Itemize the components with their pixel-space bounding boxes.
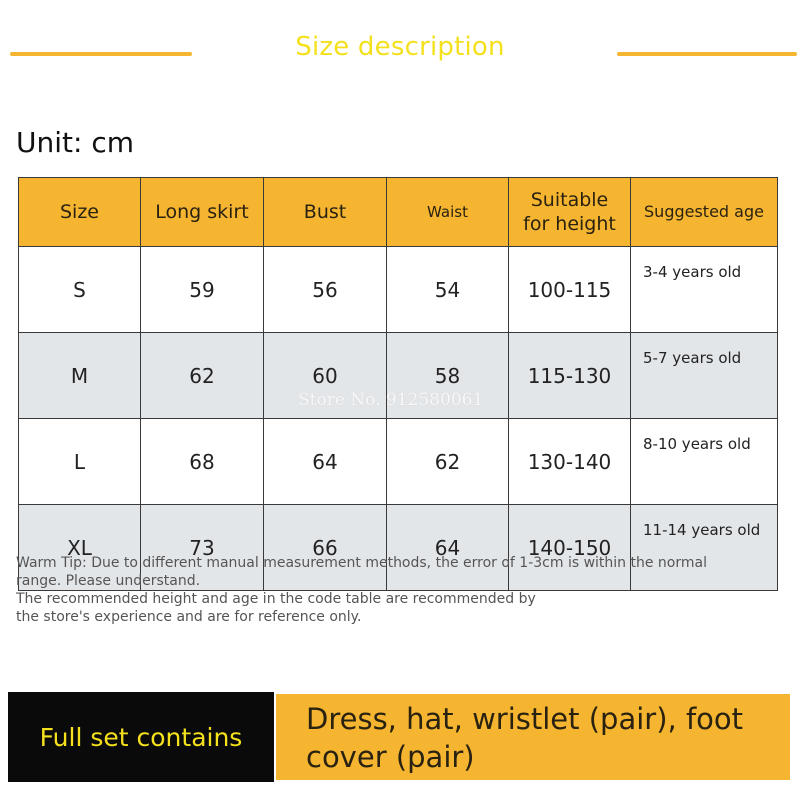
store-watermark: Store No. 912580061 (298, 390, 484, 410)
table-row (19, 247, 778, 333)
cell-size: XL (19, 505, 141, 591)
cell-bust: 66 (264, 505, 387, 591)
cell-bust: 64 (264, 419, 387, 505)
cell-size: S (19, 247, 141, 333)
cell-height: 115-130 (509, 333, 631, 419)
full-set-label: Full set contains (39, 722, 243, 752)
cell-size: M (19, 333, 141, 419)
full-set-label-box (8, 692, 274, 782)
size-table (18, 177, 778, 591)
column-header-waist: Waist (387, 178, 509, 247)
header-rule-right (617, 52, 797, 56)
cell-age: 3-4 years old (631, 247, 778, 333)
cell-bust: 56 (264, 247, 387, 333)
warm-tip-line-2: The recommended height and age in the code table are recommended by the store's experience and are for reference only. (16, 591, 536, 625)
cell-age: 5-7 years old (631, 333, 778, 419)
table-row (19, 419, 778, 505)
cell-waist: 64 (387, 505, 509, 591)
column-header-long-skirt: Long skirt (141, 178, 264, 247)
column-header-age: Suggested age (631, 178, 778, 247)
cell-age: 8-10 years old (631, 419, 778, 505)
cell-size: L (19, 419, 141, 505)
cell-waist: 62 (387, 419, 509, 505)
warm-tip (16, 554, 716, 626)
cell-long-skirt: 62 (141, 333, 264, 419)
full-set-contents: Dress, hat, wristlet (pair), foot cover (pair) (276, 694, 790, 780)
column-header-size: Size (19, 178, 141, 247)
table-header-row (19, 178, 778, 247)
column-header-height: Suitable for height (509, 178, 631, 247)
page-title: Size description (295, 32, 505, 62)
cell-long-skirt: 59 (141, 247, 264, 333)
cell-waist: 54 (387, 247, 509, 333)
warm-tip-line-1: Warm Tip: Due to different manual measurement methods, the error of 1-3cm is within the normal range. Please understand. (16, 555, 707, 589)
cell-long-skirt: 68 (141, 419, 264, 505)
cell-bust: 60 (264, 333, 387, 419)
cell-height: 130-140 (509, 419, 631, 505)
cell-waist: 58 (387, 333, 509, 419)
column-header-bust: Bust (264, 178, 387, 247)
cell-long-skirt: 73 (141, 505, 264, 591)
cell-height: 100-115 (509, 247, 631, 333)
cell-height: 140-150 (509, 505, 631, 591)
cell-age: 11-14 years old (631, 505, 778, 591)
unit-label: Unit: cm (16, 126, 135, 159)
